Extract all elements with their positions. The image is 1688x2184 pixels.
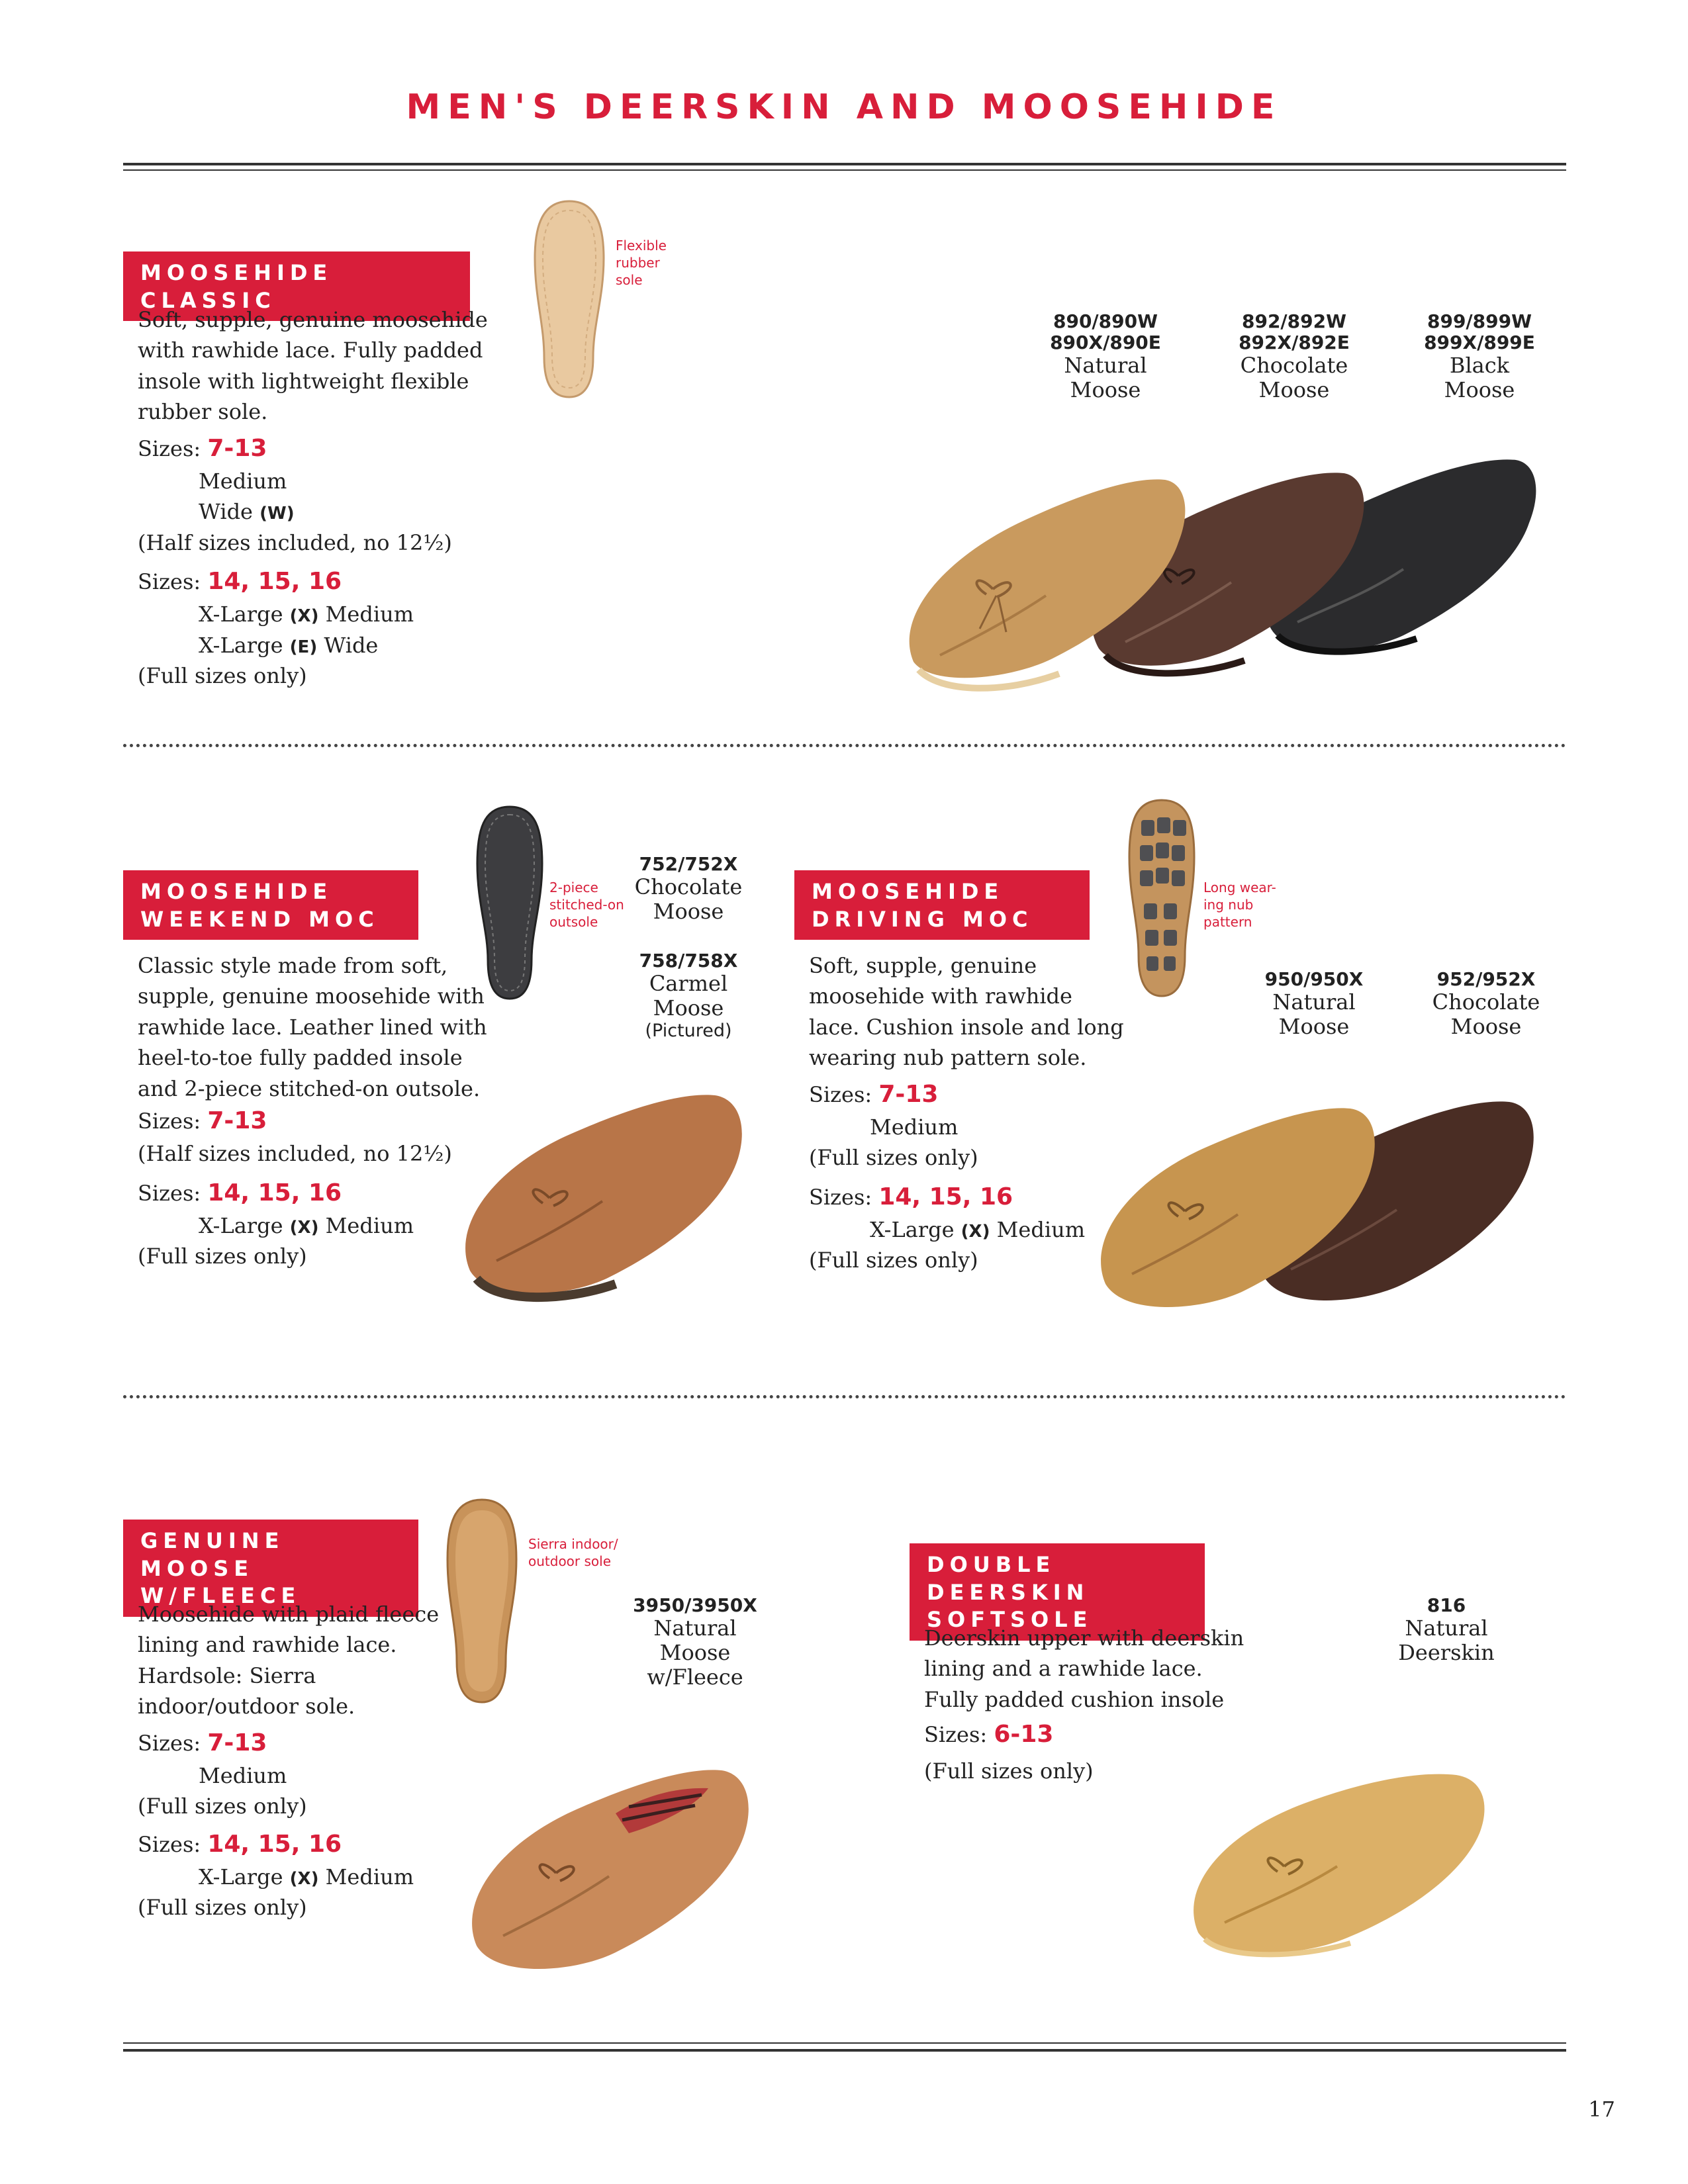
variant-892: 892/892W 892X/892E Chocolate Moose	[1239, 310, 1350, 403]
sole-image-nub-pattern	[1125, 797, 1198, 1003]
sizes-range: 7-13	[207, 434, 267, 462]
moosehide-classic-description: Soft, supple, genuine moosehide with rawhide lace. Fully padded insole with lightweight flexible rubber sole. Sizes: 7-13 Medium Wide (W) (Half sizes included, no 12½) Sizes: 14, 15, 16 X-Large (X) Medium X-Large (E) Wide (Full sizes only)	[138, 307, 488, 688]
sole-image-stitched-outsole	[473, 804, 546, 1003]
product-image-moose-fleece	[463, 1734, 774, 1985]
moose-fleece-description: Moosehide with plaid fleece lining and rawhide lace. Hardsole: Sierra indoor/outdoor sole. Sizes: 7-13 Medium (Full sizes only) Sizes: 14, 15, 16 X-Large (X) Medium (Full sizes only)	[138, 1602, 440, 1921]
page-number: 17	[1588, 2097, 1615, 2122]
variant-950: 950/950X Natural Moose	[1264, 968, 1364, 1039]
section-divider-1	[123, 744, 1566, 747]
variant-3950: 3950/3950X Natural Moose w/Fleece	[633, 1594, 757, 1690]
sizes-large: 14, 15, 16	[207, 567, 342, 595]
section-divider-2	[123, 1395, 1566, 1398]
variant-899: 899/899W 899X/899E Black Moose	[1424, 310, 1535, 403]
sole-callout-nub: Long wear- ing nub pattern	[1203, 880, 1276, 930]
section-banner-double-deerskin: DOUBLE DEERSKIN SOFTSOLE	[910, 1543, 1205, 1641]
sole-callout-stitched: 2-piece stitched-on outsole	[549, 880, 624, 930]
variant-890: 890/890W 890X/890E Natural Moose	[1050, 310, 1161, 403]
product-image-driving-moc	[1092, 1059, 1569, 1310]
section-banner-driving-moc: MOOSEHIDE DRIVING MOC	[794, 870, 1090, 940]
variant-816: 816 Natural Deerskin	[1398, 1594, 1495, 1665]
section-title: MOOSEHIDE CLASSIC	[140, 260, 333, 313]
variant-952: 952/952X Chocolate Moose	[1432, 968, 1540, 1039]
section-banner-weekend-moc: MOOSEHIDE WEEKEND MOC	[123, 870, 418, 940]
variant-758: 758/758X Carmel Moose (Pictured)	[639, 950, 738, 1041]
weekend-moc-description: Classic style made from soft, supple, genuine moosehide with rawhide lace. Leather lined with heel-to-toe fully padded insole and 2-piece stitched-on outsole. Sizes: 7-13 (Half sizes included, no 12½) Sizes: 14, 15, 16 X-Large (X) Medium (Full sizes only)	[138, 953, 487, 1269]
sole-image-sierra	[442, 1497, 522, 1709]
sole-image-flexible-rubber	[530, 199, 609, 404]
double-deerskin-description: Deerskin upper with deerskin lining and a rawhide lace. Fully padded cushion insole Sizes: 6-13 (Full sizes only)	[924, 1625, 1244, 1784]
variant-752: 752/752X Chocolate Moose	[634, 853, 743, 924]
section-banner-moose-fleece: GENUINE MOOSE W/FLEECE	[123, 1520, 418, 1617]
driving-moc-description: Soft, supple, genuine moosehide with rawhide lace. Cushion insole and long wearing nub pattern sole. Sizes: 7-13 Medium (Full sizes only) Sizes: 14, 15, 16 X-Large (X) Medium (Full sizes only)	[809, 953, 1124, 1273]
bottom-rule	[123, 2049, 1566, 2052]
top-rule-thin	[123, 169, 1566, 171]
sole-callout-sierra: Sierra indoor/ outdoor sole	[528, 1536, 618, 1569]
sole-callout-flexible: Flexible rubber sole	[616, 238, 667, 288]
page-title: MEN'S DEERSKIN AND MOOSEHIDE	[406, 87, 1282, 127]
product-image-moosehide-classic	[900, 410, 1562, 702]
bottom-rule-thin	[123, 2042, 1566, 2044]
product-image-weekend-moc	[457, 1059, 768, 1310]
top-rule	[123, 163, 1566, 165]
product-image-double-deerskin	[1185, 1741, 1516, 1966]
